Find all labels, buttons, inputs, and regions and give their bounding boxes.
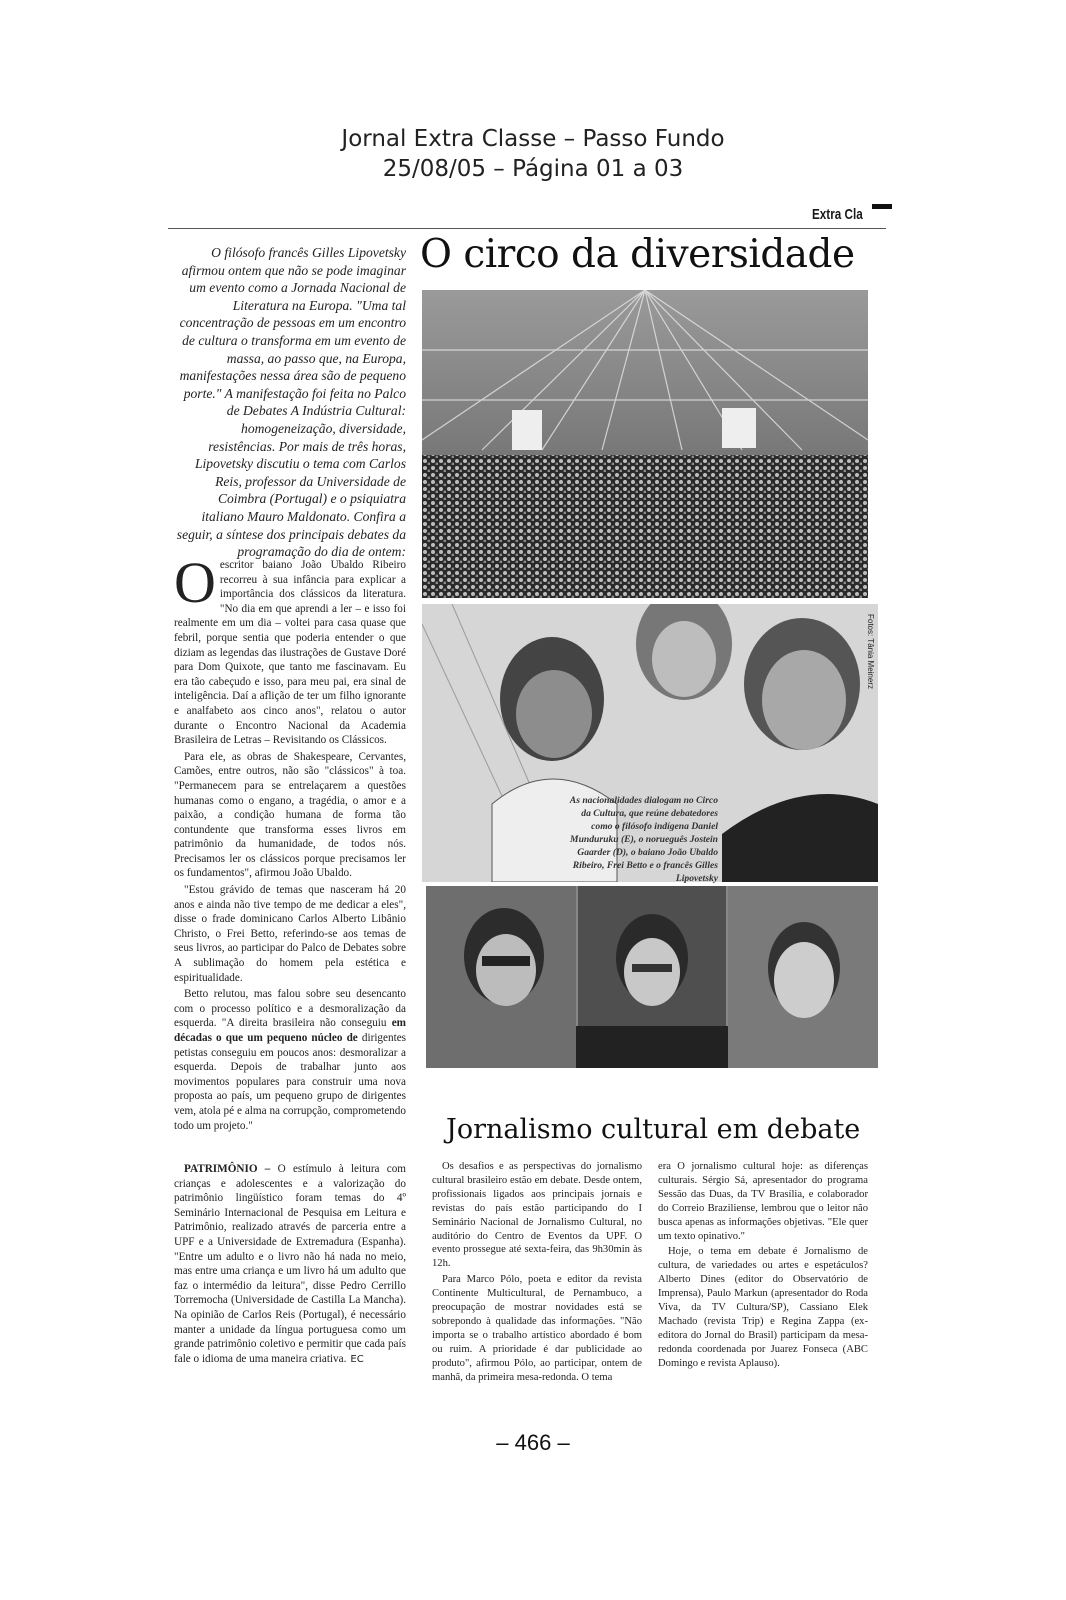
intro-paragraph: O filósofo francês Gilles Lipovetsky afirmou ontem que não se pode imaginar um evento como a Jornada Nacional de Literatura na Europa. "Uma tal concentração de pessoas em um encontro de cultura o transforma em um evento de massa, ao passo que, na Europa, manifestações nessa área são de pequeno porte." A manifestação foi feita no Palco de Debates A Indústria Cultural: homogeneização, diversidade, resistências. Por mais de três horas, Lipovetsky discutiu o tema com Carlos Reis, professor da Universidade de Coimbra (Portugal) e o psiquiatra italiano Mauro Maldonato. Confira a seguir, a síntese dos principais debates da programação do dia de ontem: <box>176 245 406 560</box>
body-paragraph: Para Marco Pólo, poeta e editor da revista Continente Multicultural, de Pernambuco, a preocupação de mostrar novidades está se sobrepondo à qualidade das informações. "Não importa se o trabalho artístico abordado é bom ou ruim. A prioridade é dar publicidade ao produto", afirmou Pólo, ao participar, ontem de manhã, da primeira mesa-redonda. O tema <box>432 1274 642 1383</box>
right-column <box>658 1160 868 1373</box>
drop-cap: O <box>174 550 216 615</box>
body-paragraph <box>174 1162 406 1367</box>
section-label: PATRIMÔNIO – <box>184 1163 271 1175</box>
body-text: Betto relutou, mas falou sobre seu desencanto com o processo político e a desmoralização da esquerda. "A direita brasileira não conseguiu <box>174 988 406 1030</box>
body-paragraph: Para ele, as obras de Shakespeare, Cervantes, Camões, entre outros, não são "clássicos" à toa. "Permanecem para se entrelaçarem a questões humanas como o engano, a tragédia, o amor e a paixão, a condição humana de forma tão contundente que transforma esses livros em patrimônio da humanidade, de todos nós. Precisamos ler os clássicos porque precisamos ler os fundamentos", afirmou João Ubaldo. <box>174 750 406 880</box>
clipping-header <box>0 124 1066 184</box>
body-text: O estímulo à leitura com crianças e adolescentes e a valorização do patrimônio lingüístico foram temas do 4º Seminário Internacional de Pesquisa em Leitura e Patrimônio, realizado através de parceria entre a UPF e a Universidade de Extremadura (Espanha). "Entre um adulto e o livro não há nada no meio, mas entre uma criança e um livro há um adulto que faz o intermédio da leitura", disse Pedro Cerrillo Torremocha (Universidade de Castilla La Mancha). Na opinião de Carlos Reis (Portugal), é necessário manter a unidade da língua portuguesa como um grande patrimônio coletivo e permitir que cada país fale o idioma de uma maneira criativa. <box>174 1163 407 1365</box>
body-paragraph: "Estou grávido de temas que nasceram há 20 anos e ainda não tive tempo de me dedicar a eles", disse o frade dominicano Carlos Alberto Libânio Christo, o Frei Betto, referindo-se aos temas de seus livros, ao participar do Palco de Debates sobre A sublimação do homem pela estética e espiritualidade. <box>174 884 406 984</box>
body-text: dirigentes petistas conseguiu em poucos anos: desmoralizar a esquerda. Depois de trabalhar junto aos movimentos populares para construir uma nova proposta ao país, um pequeno grupo de dirigentes vem, atola pé e alma na corrupção, comprometendo todo um projeto." <box>174 1032 407 1132</box>
crowd-photo <box>422 290 868 598</box>
header-line-2: 25/08/05 – Página 01 a 03 <box>382 156 684 182</box>
section-tag: Extra Cla <box>812 206 863 223</box>
body-paragraph: Hoje, o tema em debate é Jornalismo de cultura, de variedades ou artes e espetáculos? Alberto Dines (editor do Observatório de Imprensa), Paulo Markun (apresentador do Roda Viva, da TV Cultura/SP), Cassiano Elek Machado (revista Trip) e Regina Zappa (ex-editora do Jornal do Brasil) participam da mesa-redonda coordenada por Juarez Fonseca (ABC Domingo e revista Aplauso). <box>658 1246 868 1369</box>
body-paragraph <box>174 987 406 1133</box>
patrimonio-section <box>174 1162 406 1369</box>
left-column <box>174 550 407 1135</box>
section-subhead: Jornalismo cultural em debate <box>446 1114 861 1145</box>
photo-caption: As nacionalidades dialogam no Circo da Cultura, que reúne debatedores como o filósofo indígena Daniel Munduruku (E), o norueguês Jostein Gaarder (D), o baiano João Ubaldo Ribeiro, Frei Betto e o francês Gilles Lipovetsky <box>569 795 718 884</box>
end-mark: EC <box>350 1353 364 1365</box>
body-text: escritor baiano João Ubaldo Ribeiro recorreu à sua infância para explicar a importância dos clássicos da literatura. "No dia em que aprendi a ler – e isso foi realmente em um dia – voltei para casa quase que febril, porque sentia que poderia entender o que diziam as legendas das ilustrações de Gustave Doré para Dom Quixote, que tanto me fascinavam. Eu era tão cabeçudo e isso, para meu pai, era sinal de inteligência. Daí a aflição de ter um filho ignorante e analfabeto aos cinco anos", relatou o autor durante o Encontro Nacional da Academia Brasileira de Letras – Revisitando os Clássicos. <box>174 559 406 747</box>
body-text-bold: em décadas o que um pequeno núcleo de <box>174 1017 406 1044</box>
page-number: – 466 – <box>496 1430 570 1455</box>
top-rule <box>168 228 886 229</box>
middle-column <box>432 1160 642 1387</box>
speakers-photo <box>426 886 878 1068</box>
body-paragraph <box>174 550 406 748</box>
corner-mark <box>872 204 892 209</box>
article-headline: O circo da diversidade <box>420 232 855 277</box>
header-line-1: Jornal Extra Classe – Passo Fundo <box>341 126 725 152</box>
photo-credit: Fotos: Tânia Meinerz <box>866 614 875 689</box>
body-paragraph: Os desafios e as perspectivas do jornalismo cultural brasileiro estão em debate. Desde ontem, profissionais ligados aos principais jornais e revistas do país estão participando do I Seminário Nacional de Jornalismo Cultural, no auditório do Centro de Eventos da UPF. O evento prossegue até sexta-feira, das 9h30min às 12h. <box>432 1161 642 1270</box>
body-paragraph: era O jornalismo cultural hoje: as diferenças culturais. Sérgio Sá, apresentador do programa Sessão das Duas, da TV Brasília, e colaborador do Correio Braziliense, lembrou que o leitor não busca apenas as informações objetivas. "Ele quer um texto opinativo." <box>658 1161 868 1242</box>
